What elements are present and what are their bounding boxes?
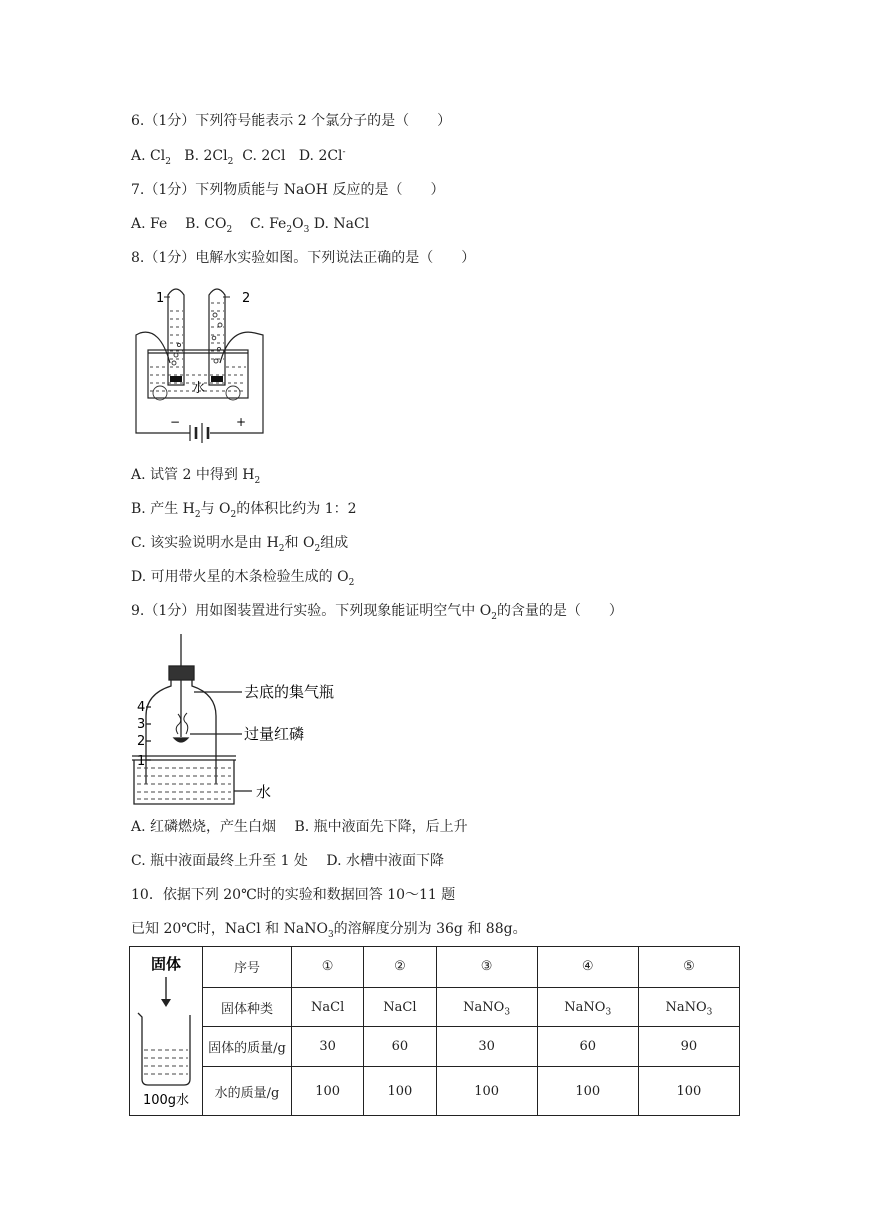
table-row-type xyxy=(130,987,740,1027)
q6-stem: 6.（1分）下列符号能表示 2 个氯分子的是（ ） xyxy=(131,113,452,129)
q7-stem: 7.（1分）下列物质能与 NaOH 反应的是（ ） xyxy=(131,182,445,198)
q9-options-cd: C. 瓶中液面最终上升至 1 处 D. 水槽中液面下降 xyxy=(131,853,444,869)
row-label-type: 固体种类 xyxy=(203,987,292,1027)
row-label-mass: 固体的质量/g xyxy=(203,1027,292,1067)
water-label: 水 xyxy=(192,381,206,396)
solid-label: 固体 xyxy=(150,955,182,973)
mass-cell: 30 xyxy=(292,1027,364,1067)
header-5: ⑤ xyxy=(638,947,739,988)
tube-2-label: 2 xyxy=(242,291,251,306)
q8-option-a: A. 试管 2 中得到 $H_2$ xyxy=(131,467,261,486)
q10-known: 已知 20℃时，NaCl 和 NaNO$_3$的溶解度分别为 36g 和 88g。 xyxy=(131,921,527,940)
bottle-label: 去底的集气瓶 xyxy=(244,683,335,701)
type-cell: NaCl xyxy=(292,987,364,1027)
beaker-diagram xyxy=(130,947,202,1111)
header-3: ③ xyxy=(436,947,537,988)
cathode-electrode xyxy=(170,376,182,382)
mass-cell: 90 xyxy=(638,1027,739,1067)
header-1: ① xyxy=(292,947,364,988)
scale-mark-3: 3 xyxy=(137,717,146,732)
q7-option-c: C. $Fe_2O_3$ xyxy=(250,216,310,235)
water-cell: 100 xyxy=(638,1067,739,1116)
mass-cell: 60 xyxy=(364,1027,436,1067)
anode-electrode xyxy=(211,376,223,382)
q9-options-ab: A. 红磷燃烧，产生白烟 B. 瓶中液面先下降，后上升 xyxy=(131,819,468,835)
scale-mark-1: 1 xyxy=(137,754,146,769)
water-cell: 100 xyxy=(292,1067,364,1116)
type-cell: NaNO$_3$ xyxy=(436,987,537,1027)
type-cell: NaCl xyxy=(364,987,436,1027)
phosphorus-combustion-diagram xyxy=(130,634,345,809)
mass-cell: 30 xyxy=(436,1027,537,1067)
negative-terminal-label: − xyxy=(170,415,181,429)
q10-stem: 10．依据下列 20℃时的实验和数据回答 10～11 题 xyxy=(131,887,456,903)
solubility-table xyxy=(129,946,740,1116)
positive-terminal-label: + xyxy=(236,415,247,429)
q8-option-b: B. 产生 $H_2$与 $O_2$的体积比约为 1：2 xyxy=(131,501,357,520)
type-cell: NaNO$_3$ xyxy=(638,987,739,1027)
q7-options xyxy=(131,214,369,234)
q6-option-b: B. $2Cl_2$ xyxy=(184,148,234,167)
electrolysis-diagram xyxy=(130,283,270,448)
trough-water-label: 水 xyxy=(256,783,272,801)
table-row-mass xyxy=(130,1027,740,1067)
q7-option-a: A. Fe xyxy=(131,216,168,232)
mass-cell: 60 xyxy=(537,1027,638,1067)
q8-option-d: D. 可用带火星的木条检验生成的 $O_2$ xyxy=(131,569,355,588)
q7-option-d: D. NaCl xyxy=(313,216,370,232)
q6-option-d: D. 2Cl- xyxy=(298,147,346,164)
water-cell: 100 xyxy=(537,1067,638,1116)
phosphorus-label: 过量红磷 xyxy=(244,725,305,743)
water-amount-label: 100g水 xyxy=(142,1093,190,1108)
water-cell: 100 xyxy=(436,1067,537,1116)
scale-mark-2: 2 xyxy=(137,734,146,749)
q6-option-a: A. $Cl_2$ xyxy=(131,148,171,167)
q8-option-c: C. 该实验说明水是由 $H_2$和 $O_2$组成 xyxy=(131,535,349,554)
table-row-water xyxy=(130,1067,740,1116)
header-4: ④ xyxy=(537,947,638,988)
q9-stem: 9.（1分）用如图装置进行实验。下列现象能证明空气中 $O_2$的含量的是（ ） xyxy=(131,603,623,622)
header-index: 序号 xyxy=(203,947,292,988)
q6-option-c: C. 2Cl xyxy=(242,148,286,164)
q8-stem: 8.（1分）电解水实验如图。下列说法正确的是（ ） xyxy=(131,250,476,266)
water-cell: 100 xyxy=(364,1067,436,1116)
table-row-header xyxy=(130,947,740,988)
row-label-water: 水的质量/g xyxy=(203,1067,292,1116)
header-2: ② xyxy=(364,947,436,988)
scale-mark-4: 4 xyxy=(137,700,146,715)
tube-1-label: 1 xyxy=(156,291,165,306)
type-cell: NaNO$_3$ xyxy=(537,987,638,1027)
beaker-figure-cell xyxy=(130,947,203,1116)
q7-option-b: B. $CO_2$ xyxy=(185,216,233,235)
q6-options xyxy=(131,146,346,166)
